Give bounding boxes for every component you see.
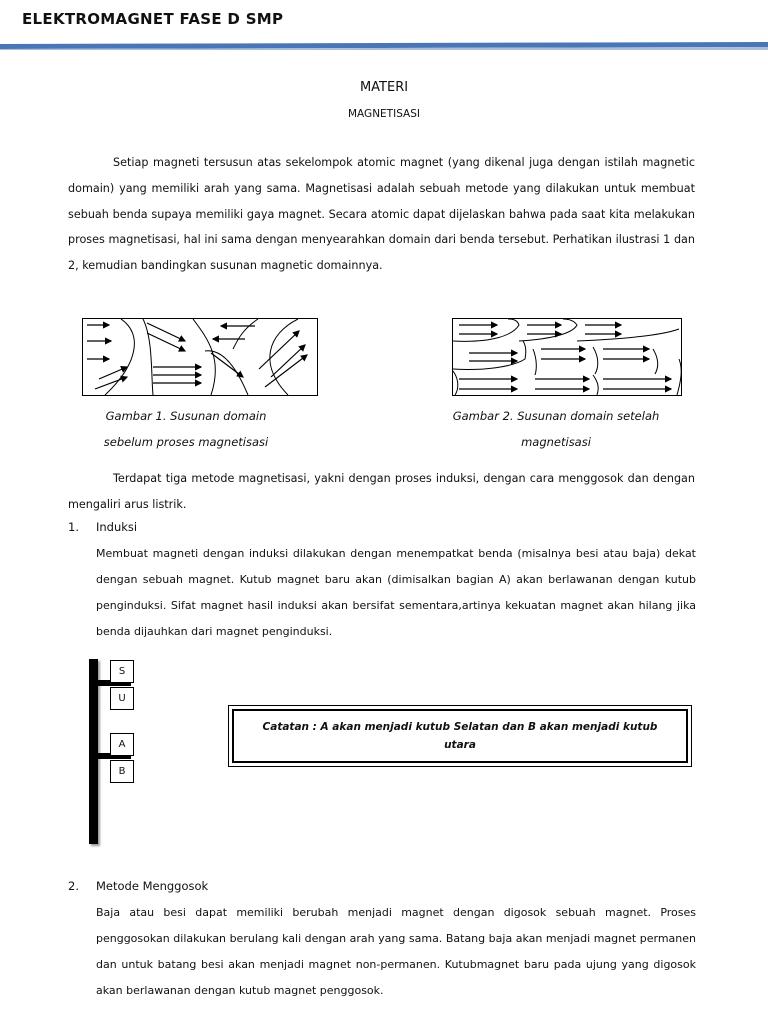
section-1-title: Induksi [96,520,138,534]
intro-text: Setiap magneti tersusun atas sekelompok atomic magnet (yang dikenal juga dengan istilah magnetic domain) yang memiliki arah yang sama. Magnetisasi adalah sebuah metode yang dilakukan untuk membuat sebuah benda supaya memiliki gaya magnet. Secara atomic dapat dijelaskan bahwa pada saat kita melakukan proses magnetisasi, hal ini sama dengan menyearahkan domain dari benda tersebut. Perhatikan ilustrasi 1 dan 2, kemudian bandingkan susunan magnetic domainnya. [68,156,695,273]
figure-1-domains-before [82,318,318,396]
section-1-number: 1. [68,520,79,534]
section-title: MATERI [359,80,409,95]
figure-1-caption-line1: Gambar 1. Susunan domain [105,409,267,423]
figure-2-caption [440,403,672,455]
figure-2-domains-after [452,318,682,396]
header-rule [0,42,768,50]
note-box [228,705,692,767]
methods-intro-paragraph [68,466,695,518]
methods-intro-text: Terdapat tiga metode magnetisasi, yakni dengan proses induksi, dengan cara menggosok dan dengan mengaliri arus listrik. [68,472,695,511]
aligned-domains-diagram-icon [453,319,681,395]
section-2-number: 2. [68,879,79,893]
pole-u-label: U [110,687,134,710]
section-subtitle: MAGNETISASI [348,108,420,120]
intro-paragraph [68,150,695,279]
section-1-body: Membuat magneti dengan induksi dilakukan dengan menempatkat benda (misalnya besi atau baja) dekat dengan sebuah magnet. Kutub magnet baru akan (dimisalkan bagian A) akan berlawanan dengan kutub penginduksi. Sifat magnet hasil induksi akan bersifat sementara,artinya kekuatan magnet akan hilang jika benda dijauhkan dari magnet penginduksi. [96,547,696,638]
document-header-title: ELEKTROMAGNET FASE D SMP [22,10,284,28]
magnet-stand [89,659,98,844]
section-2-body: Baja atau besi dapat memiliki berubah menjadi magnet dengan digosok sebuah magnet. Proses penggosokan dilakukan berulang kali dengan arah yang sama. Batang baja akan menjadi magnet permanen dan untuk batang besi akan menjadi magnet non-permanen. Kutubmagnet baru pada ujung yang digosok akan berlawanan dengan kutub magnet penggosok. [96,906,696,997]
figure-2-caption-line1: Gambar 2. Susunan domain setelah [452,409,660,423]
section-2-title: Metode Menggosok [96,879,209,893]
pole-b-label: B [110,760,134,783]
pole-s-label: S [110,660,134,683]
figure-2-caption-line2: magnetisasi [521,435,591,449]
figure-1-caption [70,403,302,455]
figure-1-caption-line2: sebelum proses magnetisasi [103,435,269,449]
pole-a-label: A [110,733,134,756]
random-domains-diagram-icon [83,319,317,395]
note-text: Catatan : A akan menjadi kutub Selatan dan B akan menjadi kutub utara [232,709,688,763]
